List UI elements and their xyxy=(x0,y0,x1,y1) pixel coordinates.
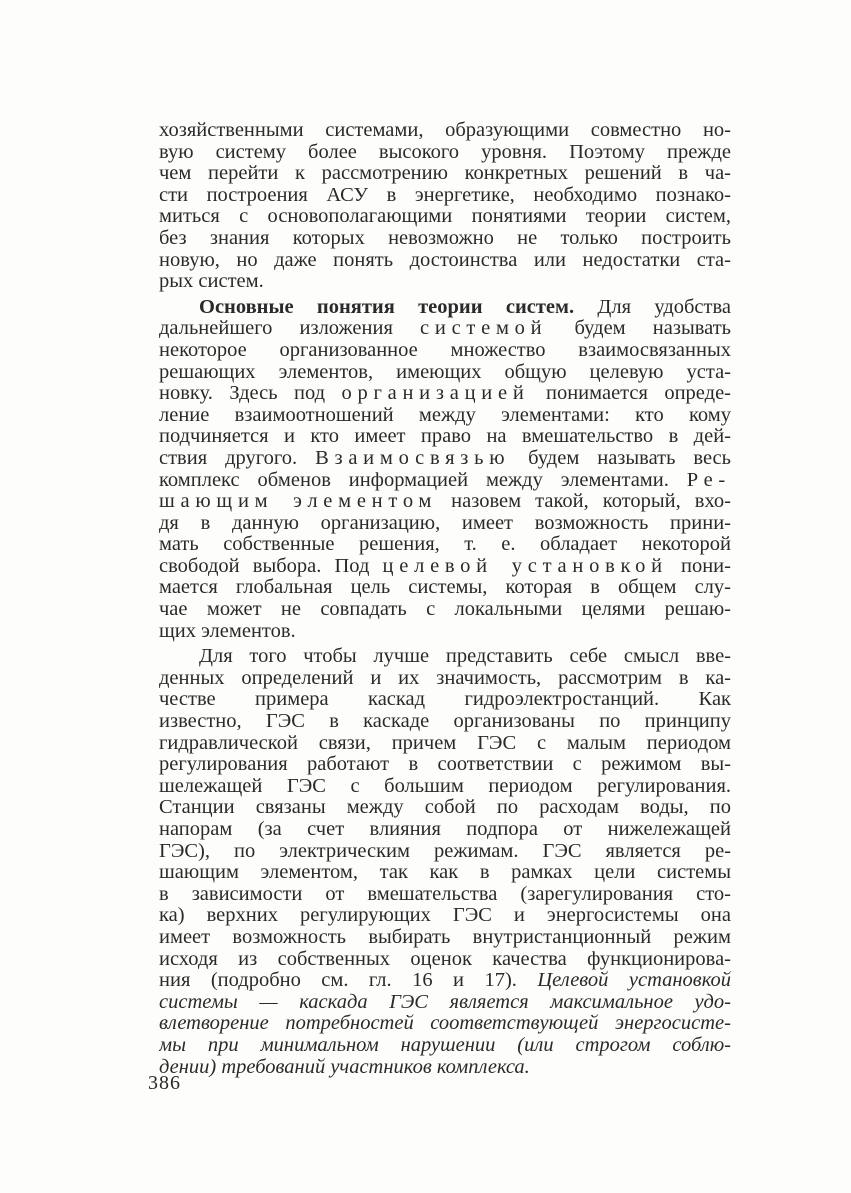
text-line: напорам (за счет влияния подпора от нижележащей xyxy=(159,819,731,840)
term-interconnection: Взаимосвязью xyxy=(315,447,511,469)
text-line: известно, ГЭС в каскаде организованы по принципу xyxy=(159,711,731,733)
text-fragment: дальнейшего изложения xyxy=(159,318,421,340)
text-line: мается глобальная цель системы, которая в общем слу- xyxy=(159,577,731,599)
text-line: чае может не совпадать с локальными целями решаю- xyxy=(159,599,731,621)
text-line: ГЭС), по электрическим режимам. ГЭС является ре- xyxy=(159,840,731,862)
text-line xyxy=(159,491,731,513)
text-fragment: ния (подробно см. гл. 16 и 17). xyxy=(159,970,538,992)
text-line: имеет возможность выбирать внутристанционный режим xyxy=(159,926,731,948)
term-system: системой xyxy=(420,318,548,340)
text-line: рых систем. xyxy=(159,271,264,293)
text-line: миться с основополагающими понятиями теории систем, xyxy=(159,206,731,228)
text-line-italic: мы при минимальном нарушении (или строгом соблю- xyxy=(159,1034,731,1056)
text-line: честве примера каскад гидроэлектростанций. Как xyxy=(159,689,731,711)
text-line: подчиняется и кто имеет право на вмешательство в дей- xyxy=(159,426,731,448)
text-line: в зависимости от вмешательства (зарегулирования сто- xyxy=(159,883,731,905)
text-line xyxy=(159,448,731,470)
text-line: Станции связаны между собой по расходам воды, по xyxy=(159,797,731,819)
term-target-setting: целевой установкой xyxy=(382,555,668,577)
text-line: хозяйственными системами, образующими совместно но- xyxy=(159,120,731,141)
paragraph-intro xyxy=(159,120,731,293)
text-line: регулирования работают в соответствии с режимом вы- xyxy=(159,754,731,776)
term-organization: организацией xyxy=(341,383,530,405)
text-line xyxy=(159,970,731,992)
text-line: денных определений и их значимость, рассмотрим в ка- xyxy=(159,667,731,689)
text-line xyxy=(159,383,731,405)
text-line: гидравлической связи, причем ГЭС с малым периодом xyxy=(159,732,731,754)
text-fragment: комплекс обменов информацией между элементами. xyxy=(159,469,687,491)
text-line: без знания которых невозможно не только построить xyxy=(159,227,731,249)
text-line: мать собственные решения, т. е. обладает некоторой xyxy=(159,534,731,556)
text-line: вую систему более высокого уровня. Поэтому прежде xyxy=(159,141,731,163)
text-line: некоторое организованное множество взаимосвязанных xyxy=(159,339,731,361)
text-line-italic: дении) требований участников комплекса. xyxy=(159,1056,530,1078)
text-line xyxy=(159,556,731,578)
text-line: шающим элементом, так как в рамках цели системы xyxy=(159,862,731,884)
text-fragment: новку. Здесь под xyxy=(159,383,342,405)
page-body xyxy=(159,120,731,1078)
text-line-italic: влетворение потребностей соответствующей энергосисте- xyxy=(159,1013,731,1035)
text-line xyxy=(159,470,731,492)
paragraph-example xyxy=(159,646,731,1078)
text-fragment: Для удобства xyxy=(574,296,731,318)
text-line: решающих элементов, имеющих общую целевую уста- xyxy=(159,361,731,383)
text-fragment: ствия другого. xyxy=(159,447,316,469)
text-fragment: пони- xyxy=(667,555,731,577)
text-line: новую, но даже понять достоинства или недостатки ста- xyxy=(159,249,731,271)
page-number: 386 xyxy=(148,1072,181,1094)
text-fragment: будем называть xyxy=(547,318,731,340)
text-line xyxy=(159,297,731,319)
text-fragment: понимается опреде- xyxy=(529,383,731,405)
text-line: дя в данную организацию, имеет возможность прини- xyxy=(159,512,731,534)
text-line-italic: системы — каскада ГЭС является максимальное удо- xyxy=(159,991,731,1013)
term-fragment: Ре- xyxy=(686,469,731,491)
text-line: щих элементов. xyxy=(159,620,296,642)
text-line: чем перейти к рассмотрению конкретных решений в ча- xyxy=(159,163,731,185)
text-line: Для того чтобы лучше представить себе смысл вве- xyxy=(199,646,731,668)
text-line: ка) верхних регулирующих ГЭС и энергосистемы она xyxy=(159,905,731,927)
text-line xyxy=(159,318,731,340)
text-fragment: назовем такой, который, вхо- xyxy=(437,491,731,513)
text-line: исходя из собственных оценок качества функционирова- xyxy=(159,948,731,970)
italic-fragment: Целевой установкой xyxy=(537,970,731,992)
text-line: ление взаимоотношений между элементами: кто кому xyxy=(159,404,731,426)
text-fragment: свободой выбора. Под xyxy=(159,555,383,577)
text-line: сти построения АСУ в энергетике, необходимо познако- xyxy=(159,184,731,206)
text-fragment: будем называть весь xyxy=(510,447,731,469)
section-heading: Основные понятия теории систем. xyxy=(199,296,575,318)
text-line: шележащей ГЭС с большим периодом регулирования. xyxy=(159,775,731,797)
term-deciding-element: шающим элементом xyxy=(159,491,438,513)
paragraph-definitions xyxy=(159,297,731,643)
